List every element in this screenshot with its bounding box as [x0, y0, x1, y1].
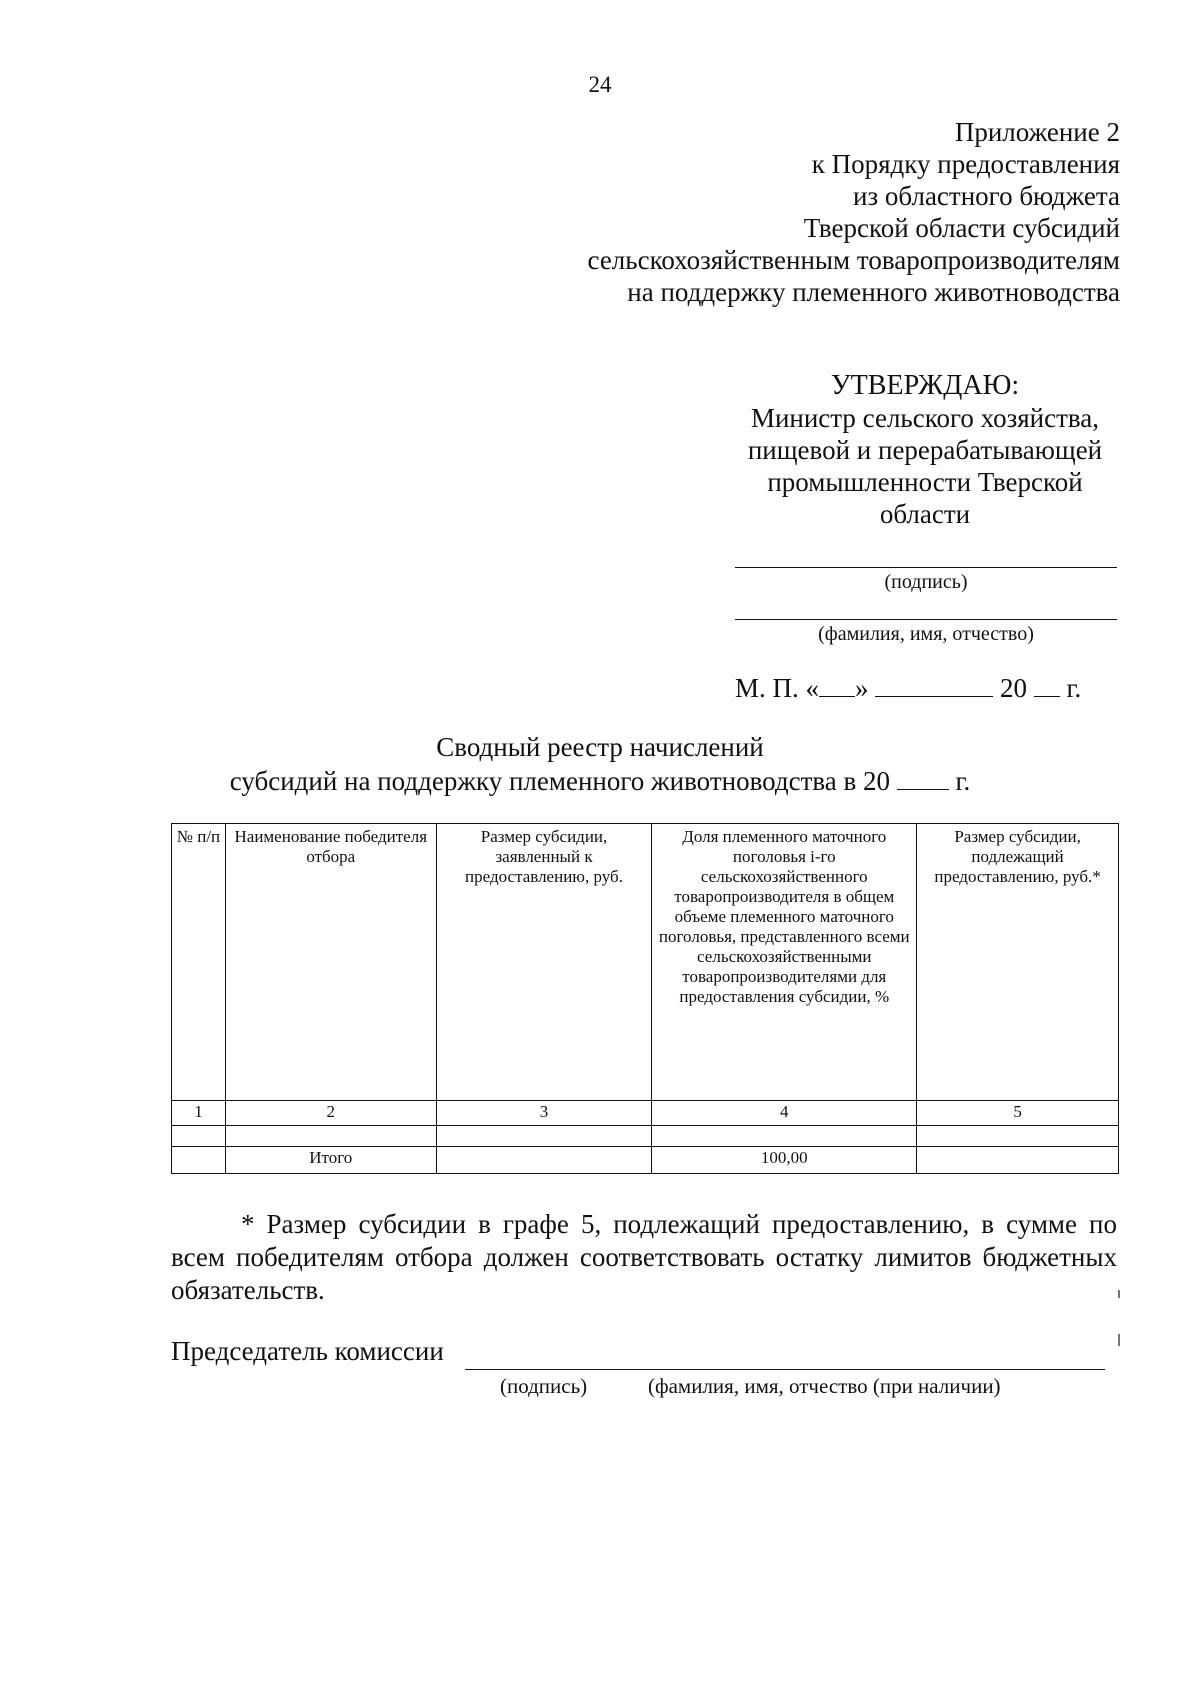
chairman-name-caption: (фамилия, имя, отчество (при наличии) [648, 1374, 1001, 1398]
chairman-signature-line [465, 1369, 1105, 1370]
appendix-line: Приложение 2 [954, 117, 1120, 147]
signature-line [735, 567, 1117, 568]
appendix-line: к Порядку предоставления [811, 149, 1120, 179]
scan-artifact [1118, 1290, 1120, 1298]
year-suffix: г. [1066, 673, 1082, 703]
column-number-cell: 1 [172, 1101, 226, 1126]
appendix-line: Тверской области субсидий [803, 213, 1120, 243]
column-number-cell: 3 [436, 1101, 652, 1126]
registry-title-line1: Сводный реестр начислений [436, 732, 764, 762]
registry-title-line2-wrap [0, 764, 1200, 798]
table-row [172, 1126, 1119, 1147]
signature-caption: (подпись) [884, 571, 968, 593]
table-cell [172, 1147, 226, 1174]
table-cell [917, 1147, 1119, 1174]
page-number: 24 [588, 72, 612, 97]
chairman-label: Председатель комиссии [171, 1336, 444, 1366]
day-blank [819, 670, 855, 697]
stamp-date-line [735, 670, 1115, 704]
header-cell-livestock-share: Доля племенного маточного поголовья i-го сельскохозяйственного товаропроизводителя в общем объеме племенного маточного поголовья, представленного всеми сельскохозяйственными товаропроизводителями для предоставления субсидии, % [652, 824, 917, 1101]
header-cell-winner-name: Наименование победителя отбора [225, 824, 436, 1101]
table-cell [917, 1126, 1119, 1147]
approval-line: Министр сельского хозяйства, [750, 403, 1100, 433]
table-cell [652, 1126, 917, 1147]
stamp-prefix: М. П. « [735, 673, 820, 703]
table-cell [172, 1126, 226, 1147]
approval-line: промышленности Тверской [767, 467, 1083, 497]
footnote: * Размер субсидии в графе 5, подлежащий предоставлению, в сумме по всем победителям отбора должен соответствовать остатку лимитов бюджетных обязательств. [171, 1209, 1117, 1305]
column-number-cell: 4 [652, 1101, 917, 1126]
appendix-header [588, 116, 1121, 308]
table-total-row [172, 1147, 1119, 1174]
approval-title: УТВЕРЖДАЮ: [830, 370, 1020, 401]
chairman-signature-caption: (подпись) [500, 1374, 588, 1398]
header-cell-granted-subsidy: Размер субсидии, подлежащий предоставлению, руб.* [917, 824, 1119, 1101]
table-cell [436, 1126, 652, 1147]
registry-title [0, 730, 1200, 798]
registry-title-suffix: г. [955, 766, 971, 796]
header-cell-number: № п/п [172, 824, 226, 1101]
appendix-line: сельскохозяйственным товаропроизводителям [587, 245, 1120, 275]
table-cell [436, 1147, 652, 1174]
registry-year-blank [897, 765, 949, 790]
appendix-line: на поддержку племенного животноводства [627, 277, 1120, 307]
total-label: Итого [225, 1147, 436, 1174]
approval-line: пищевой и перерабатывающей [747, 435, 1103, 465]
registry-table [171, 823, 1119, 1174]
table-cell [225, 1126, 436, 1147]
column-number-cell: 2 [225, 1101, 436, 1126]
name-line [735, 619, 1117, 620]
header-cell-declared-subsidy: Размер субсидии, заявленный к предоставлению, руб. [436, 824, 652, 1101]
table-header-row [172, 824, 1119, 1101]
scan-artifact [1118, 1334, 1120, 1346]
stamp-quote-close: » [855, 673, 869, 703]
appendix-line: из областного бюджета [853, 181, 1120, 211]
approval-block [725, 370, 1125, 530]
approval-line: области [879, 499, 971, 529]
table-column-numbers-row [172, 1101, 1119, 1126]
registry-title-line2: субсидий на поддержку племенного животноводства в 20 [229, 766, 891, 796]
column-number-cell: 5 [917, 1101, 1119, 1126]
year-prefix: 20 [1000, 673, 1028, 703]
total-share: 100,00 [652, 1147, 917, 1174]
year-blank [1034, 670, 1060, 697]
month-blank [875, 670, 993, 697]
name-caption: (фамилия, имя, отчество) [818, 623, 1034, 645]
